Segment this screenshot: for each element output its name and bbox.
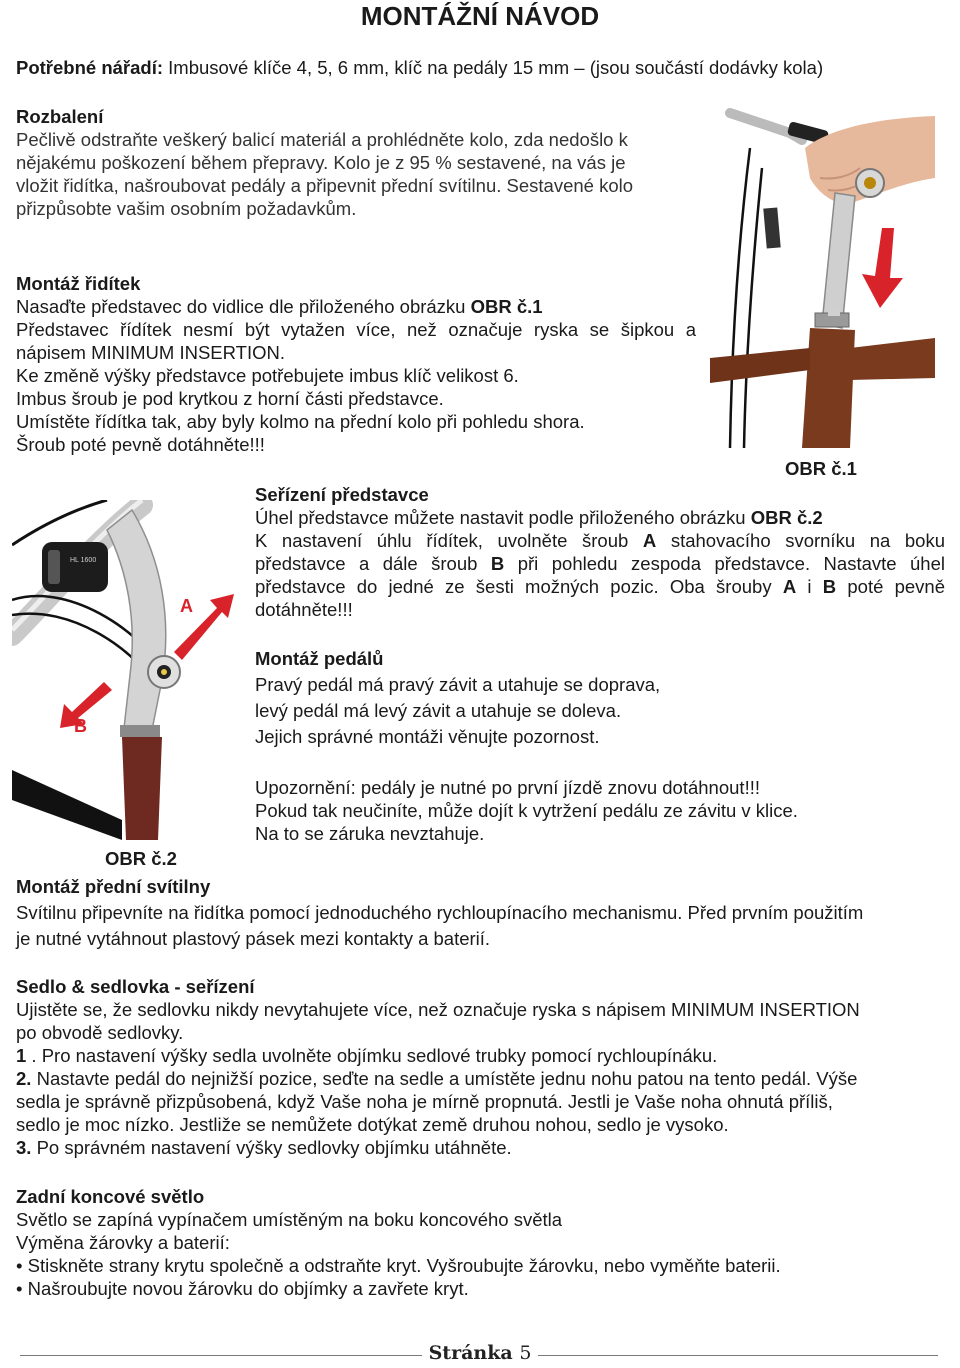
saddle-step-2: [16, 1067, 946, 1090]
page-title: MONTÁŽNÍ NÁVOD: [360, 1, 600, 31]
bolt-b-label: B: [822, 576, 837, 597]
saddle-step-1: [16, 1044, 946, 1067]
pedals-line: Jejich správné montáži věnujte pozornost.: [255, 726, 600, 747]
saddle-step-2-cont: sedla je správně přizpůsobená, když Vaše noha je mírně propnutá. Jestli je Vaše noha ohnutá příliš,: [16, 1091, 833, 1112]
stem-adjust-line: [255, 506, 945, 529]
rear-light-heading: Zadní koncové světlo: [16, 1186, 205, 1207]
stem-text: i: [796, 576, 823, 597]
stem-adjust-line-text: Úhel představce můžete nastavit podle přiloženého obrázku: [255, 507, 751, 528]
bolt-a-label: A: [642, 530, 657, 551]
pedals-warning: [255, 776, 945, 845]
pedals-line: levý pedál má levý závit a utahuje se doleva.: [255, 700, 622, 721]
pedals-line: Pravý pedál má pravý závit a utahuje se doprava,: [255, 674, 661, 695]
unpacking-line: nějakému poškození během přepravy. Kolo je z 95 % sestavené, na vás je: [16, 152, 626, 173]
handlebar-line: nápisem MINIMUM INSERTION.: [16, 342, 285, 363]
step-text: . Pro nastavení výšky sedla uvolněte objímku sedlové trubky pomocí rychloupínáku.: [26, 1045, 718, 1066]
label-b: B: [74, 716, 87, 736]
section-unpacking: [16, 105, 706, 220]
tools-text: Imbusové klíče 4, 5, 6 mm, klíč na pedály 15 mm – (jsou součástí dodávky kola): [163, 57, 824, 78]
section-handlebar: [16, 272, 696, 456]
handlebar-line: Umístěte řídítka tak, aby byly kolmo na přední kolo při pohledu shora.: [16, 411, 585, 432]
obr1-reference: OBR č.1: [470, 296, 543, 317]
pedals-heading: Montáž pedálů: [255, 648, 384, 669]
front-lamp-icon: [42, 542, 108, 592]
step-text: Po správném nastavení výšky sedlovky objímku utáhněte.: [31, 1137, 512, 1158]
handlebar-line: [16, 295, 696, 318]
unpacking-line: Pečlivě odstraňte veškerý balicí materiál a prohlédněte kolo, zda nedošlo k: [16, 129, 628, 150]
page-number-value: 5: [519, 1342, 532, 1364]
step-text: Nastavte pedál do nejnižší pozice, seďte na sedle a umístěte jednu nohu patou na tento pedál. Výše: [31, 1068, 858, 1089]
handlebar-heading: Montáž řidítek: [16, 273, 141, 294]
rear-light-line: Světlo se zapíná vypínačem umístěným na boku koncového světla: [16, 1209, 563, 1230]
warning-line: Upozornění: pedály je nutné po první jízdě znovu dotáhnout!!!: [255, 777, 760, 798]
saddle-step-2-cont: sedlo je moc nízko. Jestliže se nemůžete dotýkat země druhou nohou, sedlo je vysoko.: [16, 1114, 729, 1135]
handlebar-line-text: Nasaďte představec do vidlice dle přiloženého obrázku: [16, 296, 471, 317]
bolt-a-label: A: [782, 576, 797, 597]
handlebar-line: Šroub poté pevně dotáhněte!!!: [16, 434, 265, 455]
handlebar-line: Ke změně výšky představce potřebujete imbus klíč velikost 6.: [16, 365, 519, 386]
front-light-heading: Montáž přední svítilny: [16, 876, 211, 897]
figure-1-caption: OBR č.1: [785, 458, 857, 479]
figure-1-stem-insertion: [710, 108, 935, 448]
rear-light-line: Výměna žárovky a baterií:: [16, 1232, 230, 1253]
section-stem-adjust: [255, 483, 945, 621]
section-pedals: [255, 646, 945, 750]
unpacking-line: vložit řidítka, našroubovat pedály a připevnit přední svítilnu. Sestavené kolo: [16, 175, 634, 196]
tools-line: [16, 56, 946, 79]
lamp-label: HL 1600: [70, 557, 97, 564]
warning-line: Pokud tak neučiníte, může dojít k vytržení pedálu ze závitu v klice.: [255, 800, 798, 821]
tools-label: Potřebné nářadí:: [16, 57, 163, 78]
saddle-line: Ujistěte se, že sedlovku nikdy nevytahujete více, než označuje ryska s nápisem MINIMUM INSERTION: [16, 999, 860, 1020]
step-number: 2.: [16, 1068, 32, 1089]
figure-2-caption: OBR č.2: [105, 848, 177, 869]
stem-text: při pohledu zespoda představce. Nastavte úhel představce do jedné ze šesti možných pozic. Oba šrouby: [255, 553, 945, 597]
figure-2-stem-angle: [12, 500, 242, 840]
saddle-step-3: [16, 1136, 946, 1159]
step-number: 3.: [16, 1137, 32, 1158]
rear-light-bullet: • Našroubujte novou žárovku do objímky a zavřete kryt.: [16, 1278, 469, 1299]
warning-line: Na to se záruka nevztahuje.: [255, 823, 485, 844]
unpacking-line: přizpůsobte vašim osobním požadavkům.: [16, 198, 357, 219]
page-label: Stránka: [428, 1342, 513, 1364]
stem-text: stahovacího svorníku na boku představce a dále šroub: [255, 530, 945, 574]
front-light-line: je nutné vytáhnout plastový pásek mezi kontakty a baterií.: [16, 928, 491, 949]
saddle-heading: Sedlo & sedlovka - seřízení: [16, 976, 255, 997]
stem-adjust-heading: Seřízení představce: [255, 484, 429, 505]
handlebar-line: Imbus šroub je pod krytkou z horní části představce.: [16, 388, 444, 409]
rear-light-bullet: • Stiskněte strany krytu společně a odstraňte kryt. Vyšroubujte žárovku, nebo vyměňte baterii.: [16, 1255, 781, 1276]
label-a: A: [180, 596, 193, 616]
front-light-line: Svítilnu připevníte na řidítka pomocí jednoduchého rychloupínacího mechanismu. Před prvním použitím: [16, 902, 864, 923]
unpacking-heading: Rozbalení: [16, 106, 104, 127]
saddle-line: po obvodě sedlovky.: [16, 1022, 184, 1043]
page-footer: [0, 1340, 960, 1368]
bolt-b-label: B: [490, 553, 505, 574]
section-saddle: [16, 975, 946, 1159]
page-number: [0, 1342, 960, 1364]
handlebar-line: Představec řídítek nesmí být vytažen více, než označuje ryska se šipkou a: [16, 319, 696, 340]
stem-text: K nastavení úhlu řídítek, uvolněte šroub: [255, 530, 643, 551]
obr2-reference: OBR č.2: [750, 507, 823, 528]
section-rear-light: [16, 1185, 946, 1300]
stem-adjust-paragraph: [255, 529, 945, 621]
step-number: 1: [16, 1045, 27, 1066]
stem-text: poté pevně dotáhněte!!!: [255, 576, 946, 620]
section-front-light: [16, 875, 946, 950]
